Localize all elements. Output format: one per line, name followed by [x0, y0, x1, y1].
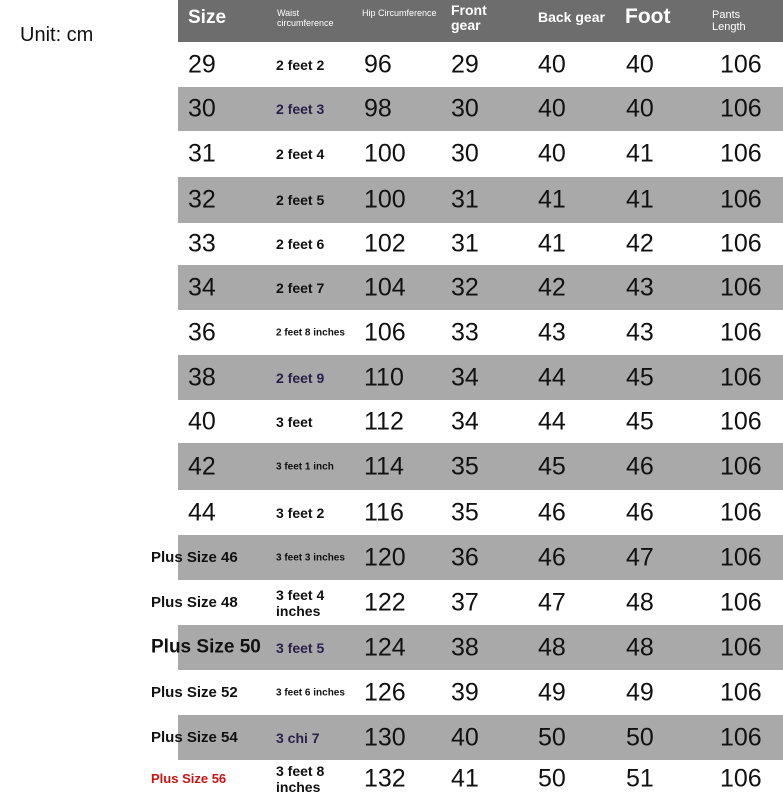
- row-band: [178, 625, 783, 670]
- back-gear-cell: 42: [538, 273, 566, 301]
- size-cell: Plus Size 46: [151, 548, 238, 566]
- pants-length-cell: 106: [720, 543, 762, 571]
- size-cell: 42: [188, 452, 216, 480]
- foot-cell: 50: [626, 723, 654, 751]
- foot-cell: 42: [626, 229, 654, 258]
- hip-cell: 100: [364, 185, 406, 214]
- table-row: [0, 625, 783, 670]
- pants-length-cell: 106: [720, 94, 762, 123]
- table-row: [0, 87, 783, 131]
- row-band: [178, 580, 783, 625]
- waist-cell: 3 feet 1 inch: [276, 460, 334, 472]
- front-gear-cell: 34: [451, 407, 479, 435]
- foot-cell: 45: [626, 363, 654, 391]
- row-band: [178, 355, 783, 400]
- back-gear-cell: 40: [538, 94, 566, 123]
- row-band: [178, 490, 783, 535]
- foot-cell: 46: [626, 498, 654, 526]
- hip-cell: 110: [364, 363, 404, 391]
- waist-cell: 2 feet 7: [276, 279, 325, 296]
- table-row: [0, 535, 783, 580]
- waist-cell: 3 feet 6 inches: [276, 686, 345, 698]
- pants-length-cell: 106: [720, 723, 762, 751]
- foot-cell: 43: [626, 318, 654, 346]
- size-cell: 30: [188, 94, 216, 123]
- foot-cell: 46: [626, 452, 654, 480]
- table-row: [0, 715, 783, 760]
- header-foot: Foot: [625, 5, 671, 28]
- front-gear-cell: 37: [451, 588, 479, 616]
- back-gear-cell: 49: [538, 678, 566, 706]
- size-cell: 40: [188, 407, 216, 435]
- front-gear-cell: 41: [451, 764, 479, 793]
- back-gear-cell: 45: [538, 452, 566, 480]
- pants-length-cell: 106: [720, 50, 762, 78]
- hip-cell: 100: [364, 139, 406, 168]
- hip-cell: 116: [364, 498, 404, 526]
- back-gear-cell: 40: [538, 50, 566, 78]
- foot-cell: 41: [626, 185, 654, 214]
- back-gear-cell: 46: [538, 543, 566, 571]
- foot-cell: 48: [626, 633, 654, 661]
- front-gear-cell: 33: [451, 318, 479, 346]
- size-cell: 31: [188, 139, 216, 168]
- table-row: [0, 223, 783, 265]
- waist-cell: 2 feet 3: [276, 100, 325, 117]
- pants-length-cell: 106: [720, 185, 762, 214]
- table-row: [0, 490, 783, 535]
- back-gear-cell: 46: [538, 498, 566, 526]
- table-row: [0, 580, 783, 625]
- table-row: [0, 310, 783, 355]
- row-band: [178, 87, 783, 131]
- table-row: [0, 355, 783, 400]
- foot-cell: 48: [626, 588, 654, 616]
- table-row: [0, 265, 783, 310]
- foot-cell: 40: [626, 94, 654, 123]
- row-band: [178, 715, 783, 760]
- waist-cell: 3 feet 3 inches: [276, 551, 345, 563]
- back-gear-cell: 43: [538, 318, 566, 346]
- pants-length-cell: 106: [720, 498, 762, 526]
- front-gear-cell: 35: [451, 498, 479, 526]
- header-front-gear: Front gear: [451, 2, 487, 34]
- waist-cell: 2 feet 5: [276, 191, 325, 208]
- back-gear-cell: 40: [538, 139, 566, 168]
- header-pants-length: Pants Length: [712, 9, 746, 34]
- size-cell: 38: [188, 363, 216, 391]
- hip-cell: 126: [364, 678, 406, 706]
- waist-cell: 3 feet 8 inches: [276, 762, 325, 795]
- size-cell: Plus Size 52: [151, 683, 238, 701]
- hip-cell: 96: [364, 50, 392, 78]
- front-gear-cell: 30: [451, 94, 479, 123]
- front-gear-cell: 38: [451, 633, 479, 661]
- unit-label: Unit: cm: [20, 24, 94, 46]
- foot-cell: 45: [626, 407, 654, 435]
- front-gear-cell: 39: [451, 678, 479, 706]
- front-gear-cell: 40: [451, 723, 479, 751]
- row-band: [178, 760, 783, 798]
- hip-cell: 102: [364, 229, 406, 258]
- header-waist: Waist circumference: [277, 8, 334, 28]
- size-cell: 33: [188, 229, 216, 258]
- pants-length-cell: 106: [720, 452, 762, 480]
- foot-cell: 49: [626, 678, 654, 706]
- pants-length-cell: 106: [720, 633, 762, 661]
- size-cell: 36: [188, 318, 216, 346]
- waist-cell: 2 feet 8 inches: [276, 326, 345, 338]
- waist-cell: 3 feet 4 inches: [276, 586, 325, 619]
- front-gear-cell: 36: [451, 543, 479, 571]
- hip-cell: 104: [364, 273, 406, 301]
- back-gear-cell: 44: [538, 407, 566, 435]
- foot-cell: 47: [626, 543, 654, 571]
- size-cell: Plus Size 48: [151, 593, 238, 611]
- size-cell: 29: [188, 50, 216, 78]
- pants-length-cell: 106: [720, 273, 762, 301]
- front-gear-cell: 31: [451, 229, 479, 258]
- foot-cell: 40: [626, 50, 654, 78]
- table-row: [0, 760, 783, 798]
- pants-length-cell: 106: [720, 588, 762, 616]
- front-gear-cell: 31: [451, 185, 479, 214]
- waist-cell: 2 feet 9: [276, 369, 325, 386]
- front-gear-cell: 32: [451, 273, 479, 301]
- row-band: [178, 310, 783, 355]
- back-gear-cell: 44: [538, 363, 566, 391]
- pants-length-cell: 106: [720, 678, 762, 706]
- row-band: [178, 42, 783, 87]
- pants-length-cell: 106: [720, 407, 762, 435]
- front-gear-cell: 35: [451, 452, 479, 480]
- front-gear-cell: 30: [451, 139, 479, 168]
- hip-cell: 124: [364, 633, 406, 661]
- hip-cell: 106: [364, 318, 406, 346]
- pants-length-cell: 106: [720, 764, 762, 793]
- pants-length-cell: 106: [720, 139, 762, 168]
- header-back-gear: Back gear: [538, 9, 605, 25]
- hip-cell: 114: [364, 452, 404, 480]
- front-gear-cell: 34: [451, 363, 479, 391]
- hip-cell: 122: [364, 588, 406, 616]
- size-cell: 34: [188, 273, 216, 301]
- size-cell: 32: [188, 185, 216, 214]
- row-band: [178, 670, 783, 715]
- row-band: [178, 265, 783, 310]
- back-gear-cell: 41: [538, 185, 566, 214]
- header-hip: Hip Circumference: [362, 8, 437, 18]
- back-gear-cell: 48: [538, 633, 566, 661]
- table-row: [0, 177, 783, 223]
- hip-cell: 130: [364, 723, 406, 751]
- table-row: [0, 400, 783, 443]
- table-row: [0, 42, 783, 87]
- waist-cell: 3 feet: [276, 413, 313, 430]
- hip-cell: 132: [364, 764, 406, 793]
- waist-cell: 2 feet 4: [276, 145, 325, 162]
- row-band: [178, 400, 783, 443]
- waist-cell: 2 feet 6: [276, 235, 325, 252]
- waist-cell: 3 feet 2: [276, 504, 325, 521]
- size-cell: Plus Size 56: [151, 771, 227, 787]
- row-band: [178, 223, 783, 265]
- size-cell: Plus Size 54: [151, 728, 238, 746]
- hip-cell: 120: [364, 543, 406, 571]
- back-gear-cell: 50: [538, 764, 566, 793]
- foot-cell: 51: [626, 764, 654, 793]
- pants-length-cell: 106: [720, 318, 762, 346]
- table-row: [0, 131, 783, 177]
- back-gear-cell: 50: [538, 723, 566, 751]
- foot-cell: 41: [626, 139, 654, 168]
- size-cell: 44: [188, 498, 216, 526]
- hip-cell: 98: [364, 94, 392, 123]
- hip-cell: 112: [364, 407, 404, 435]
- front-gear-cell: 29: [451, 50, 479, 78]
- back-gear-cell: 41: [538, 229, 566, 258]
- header-size: Size: [188, 7, 227, 28]
- table-row: [0, 443, 783, 490]
- row-band: [178, 177, 783, 223]
- row-band: [178, 535, 783, 580]
- waist-cell: 2 feet 2: [276, 56, 325, 73]
- row-band: [178, 443, 783, 490]
- back-gear-cell: 47: [538, 588, 566, 616]
- pants-length-cell: 106: [720, 363, 762, 391]
- pants-length-cell: 106: [720, 229, 762, 258]
- size-cell: Plus Size 50: [151, 636, 261, 658]
- waist-cell: 3 feet 5: [276, 639, 325, 656]
- row-band: [178, 131, 783, 177]
- waist-cell: 3 chi 7: [276, 729, 320, 746]
- table-row: [0, 670, 783, 715]
- foot-cell: 43: [626, 273, 654, 301]
